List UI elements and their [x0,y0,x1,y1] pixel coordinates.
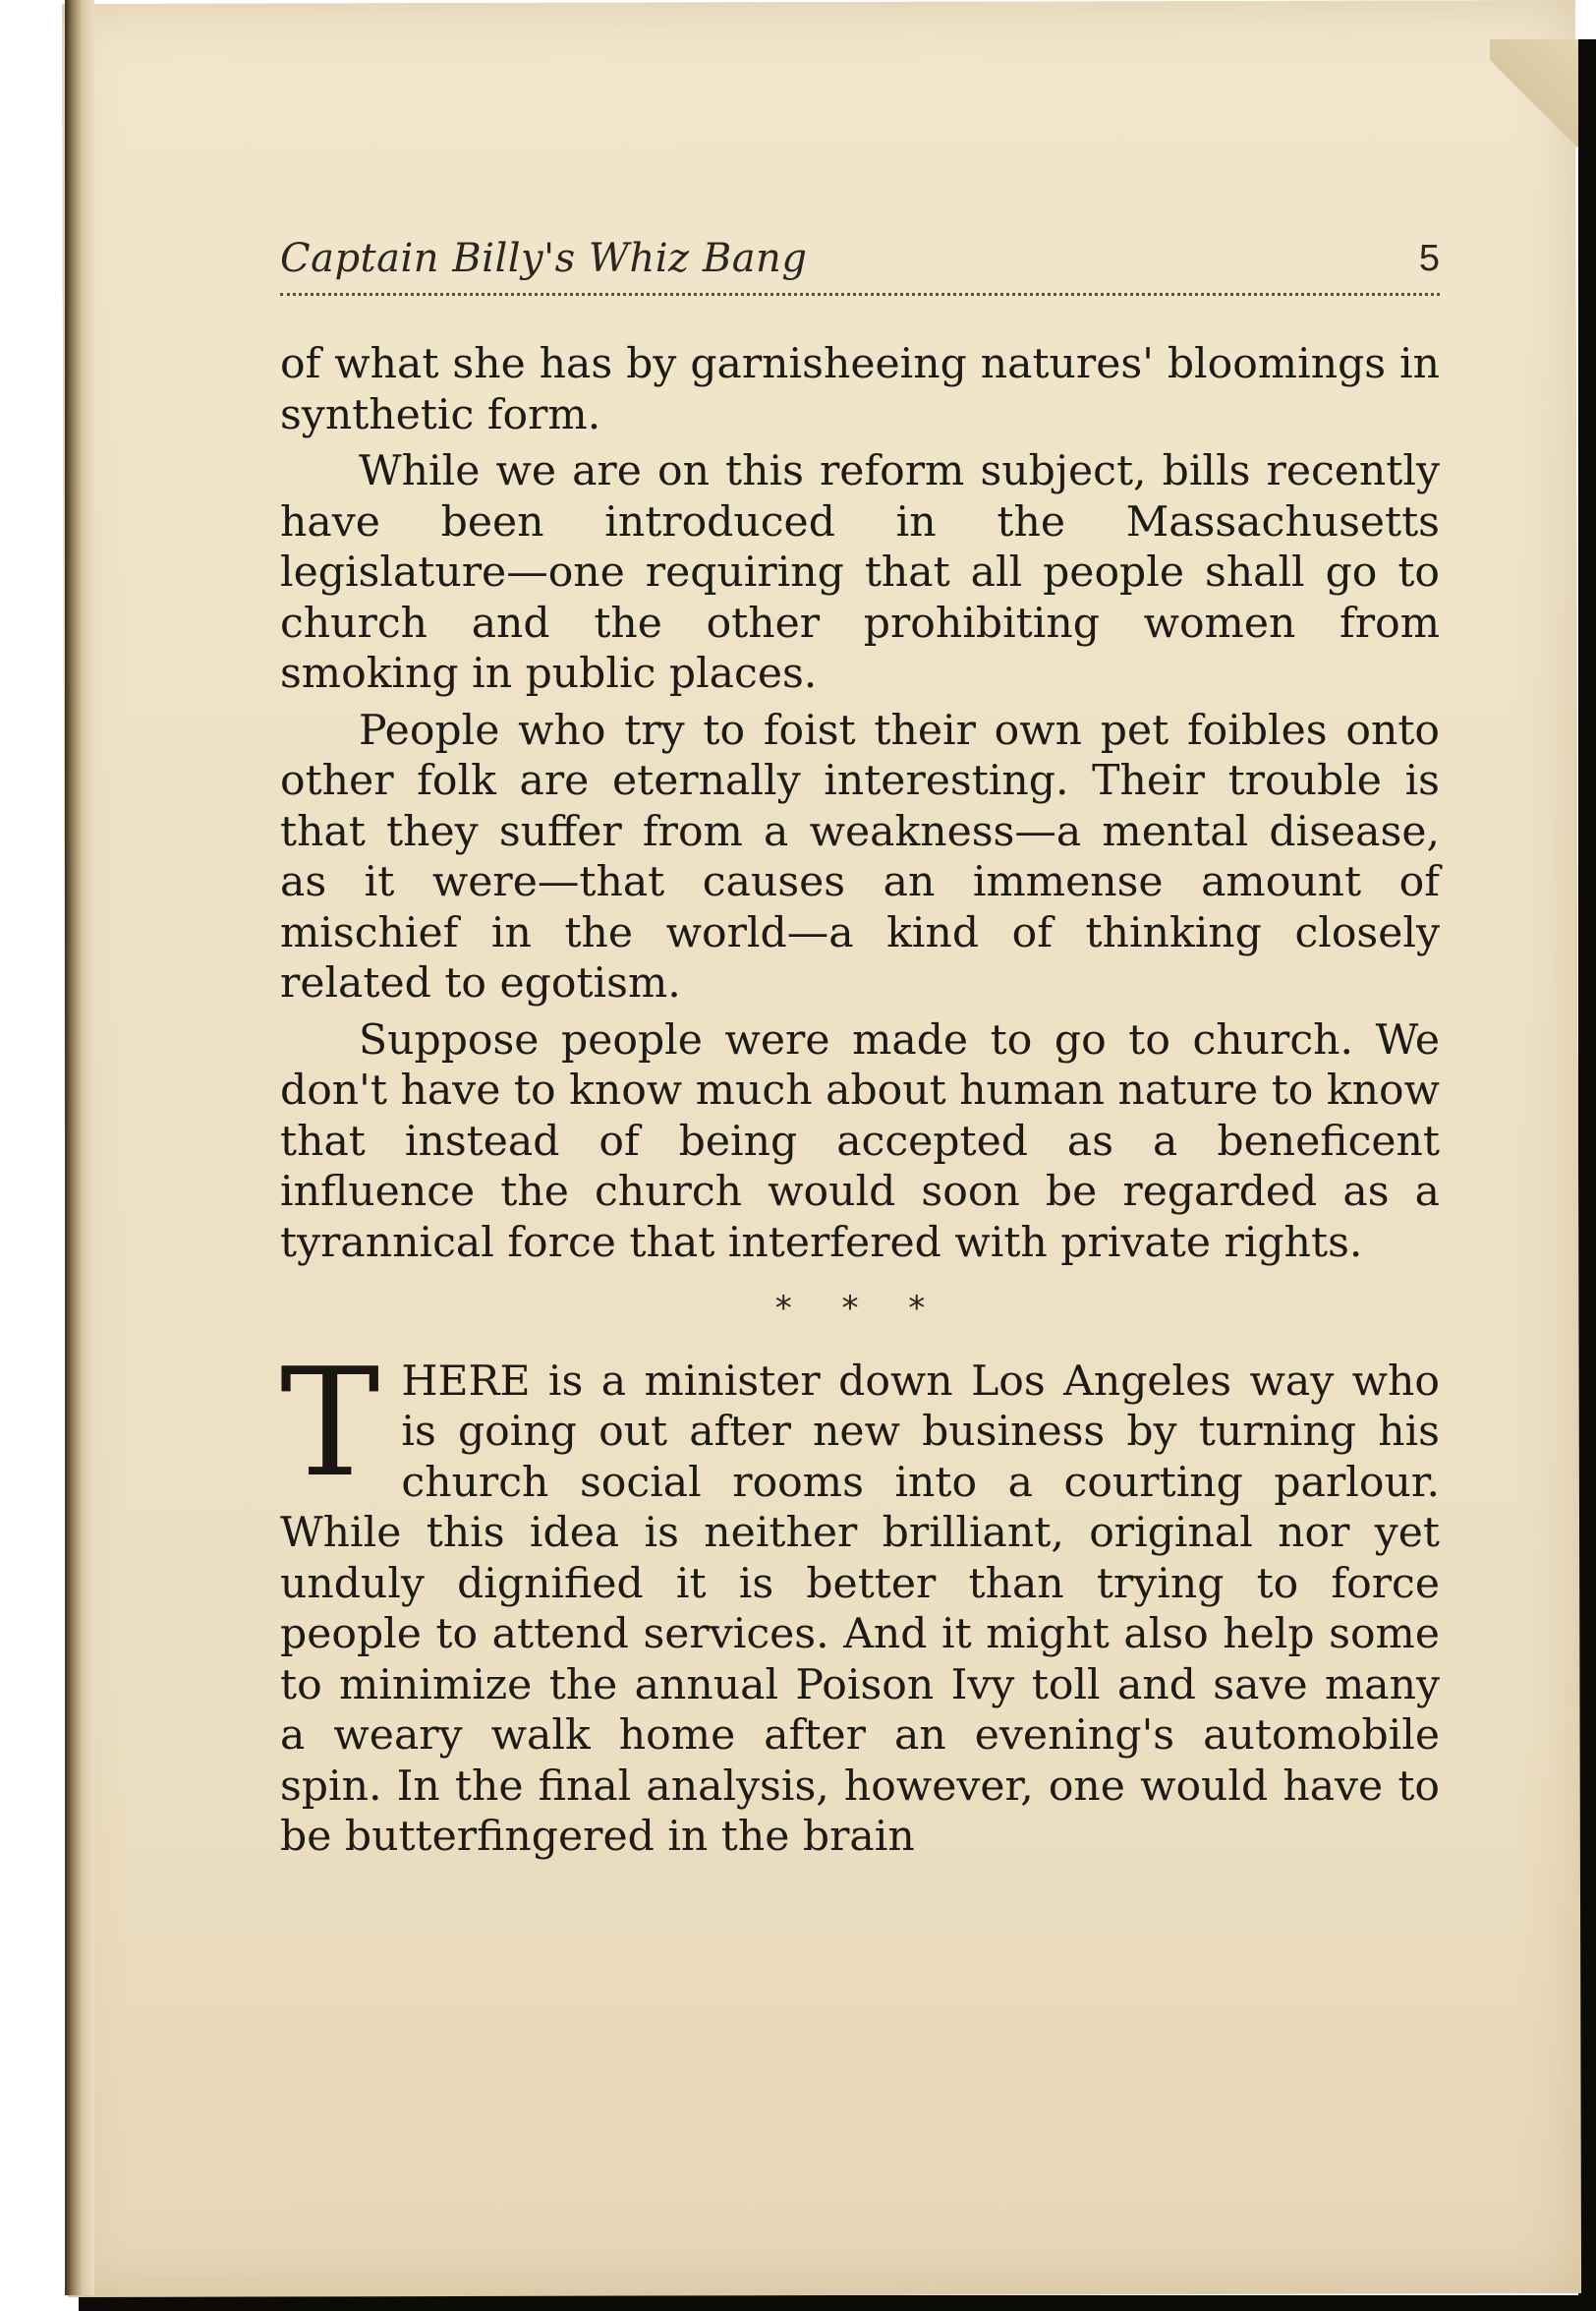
page-body [280,339,1440,1863]
section-minister-text: HERE is a minister down Los Angeles way who is going out after new business by turning his church social rooms into a courting parlour. While this idea is neither brilliant, original nor yet unduly dignified it is better than trying to force people to attend services. And it might also help some to minimize the annual Poison Ivy toll and save many a weary walk home after an evening's automobile spin. In the final analysis, however, one would have to be butterfingered in the brain [280,1357,1440,1861]
running-title: Captain Billy's Whiz Bang [280,236,808,281]
paragraph-4: Suppose people were made to go to church. We don't have to know much about human nature to know that instead of being accepted as a beneficent influence the church would soon be regarded as a tyrannical force that interfered with private rights. [280,1015,1440,1267]
folded-corner [1490,39,1578,147]
page-number: 5 [1418,238,1440,279]
section-minister [280,1335,1440,1863]
paragraph-1: of what she has by garnisheeing natures' bloomings in synthetic form. [280,340,1440,439]
page-spine-edge [65,0,94,2295]
scan-border-right [1578,39,1596,2311]
section-separator: * * * [774,1289,945,1328]
paragraph-2: While we are on this reform subject, bills recently have been introduced in the Massachusetts legislature—one requiring that all people shall go to church and the other prohibiting women from smoking in public places. [280,447,1440,698]
running-header [280,236,1440,296]
scan-border-bottom [79,2295,1596,2311]
paragraph-3: People who try to foist their own pet foibles onto other folk are eternally interesting. Their trouble is that they suffer from a weakness—a mental disease, as it were—that causes an immense amount of mischief in the world—a kind of thinking closely related to egotism. [280,706,1440,1008]
drop-cap: T [280,1335,380,1510]
